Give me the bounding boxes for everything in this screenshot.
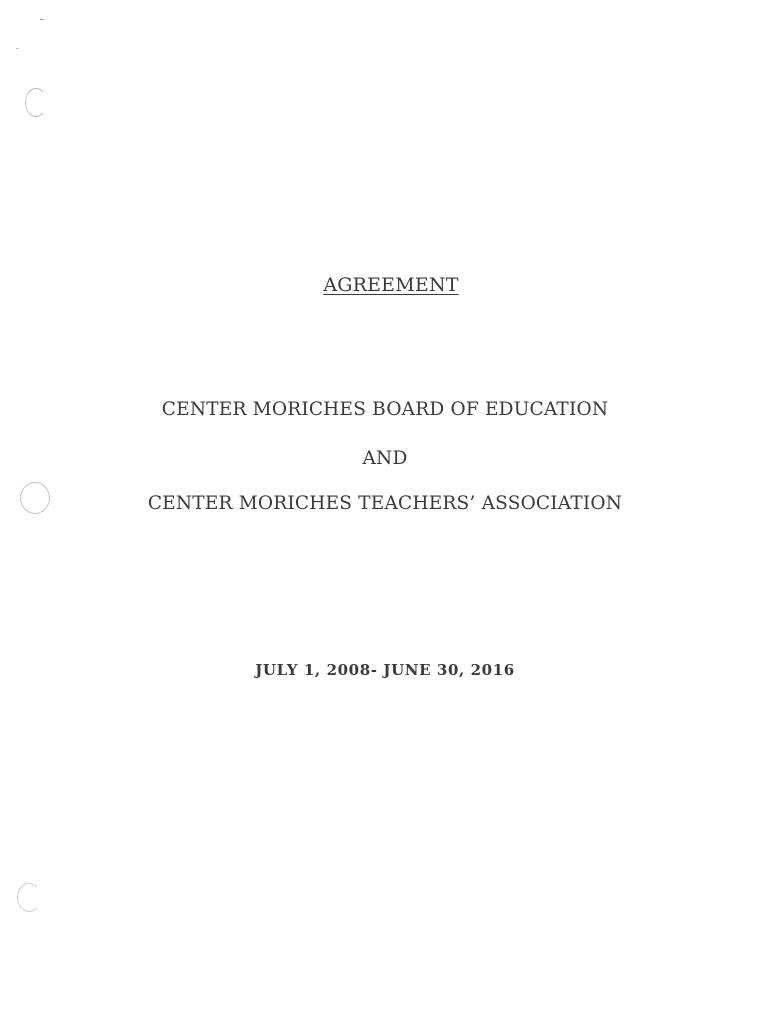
scan-speck: [16, 48, 19, 49]
scan-speck: [40, 19, 44, 20]
party-two: CENTER MORICHES TEACHERS’ ASSOCIATION: [147, 493, 623, 514]
punch-hole-bottom: [17, 883, 41, 912]
party-one: CENTER MORICHES BOARD OF EDUCATION: [161, 399, 609, 420]
document-title: AGREEMENT: [323, 274, 459, 296]
conjunction: AND: [362, 448, 408, 469]
agreement-term: JULY 1, 2008- JUNE 30, 2016: [255, 661, 515, 679]
punch-hole-top: [25, 88, 47, 117]
